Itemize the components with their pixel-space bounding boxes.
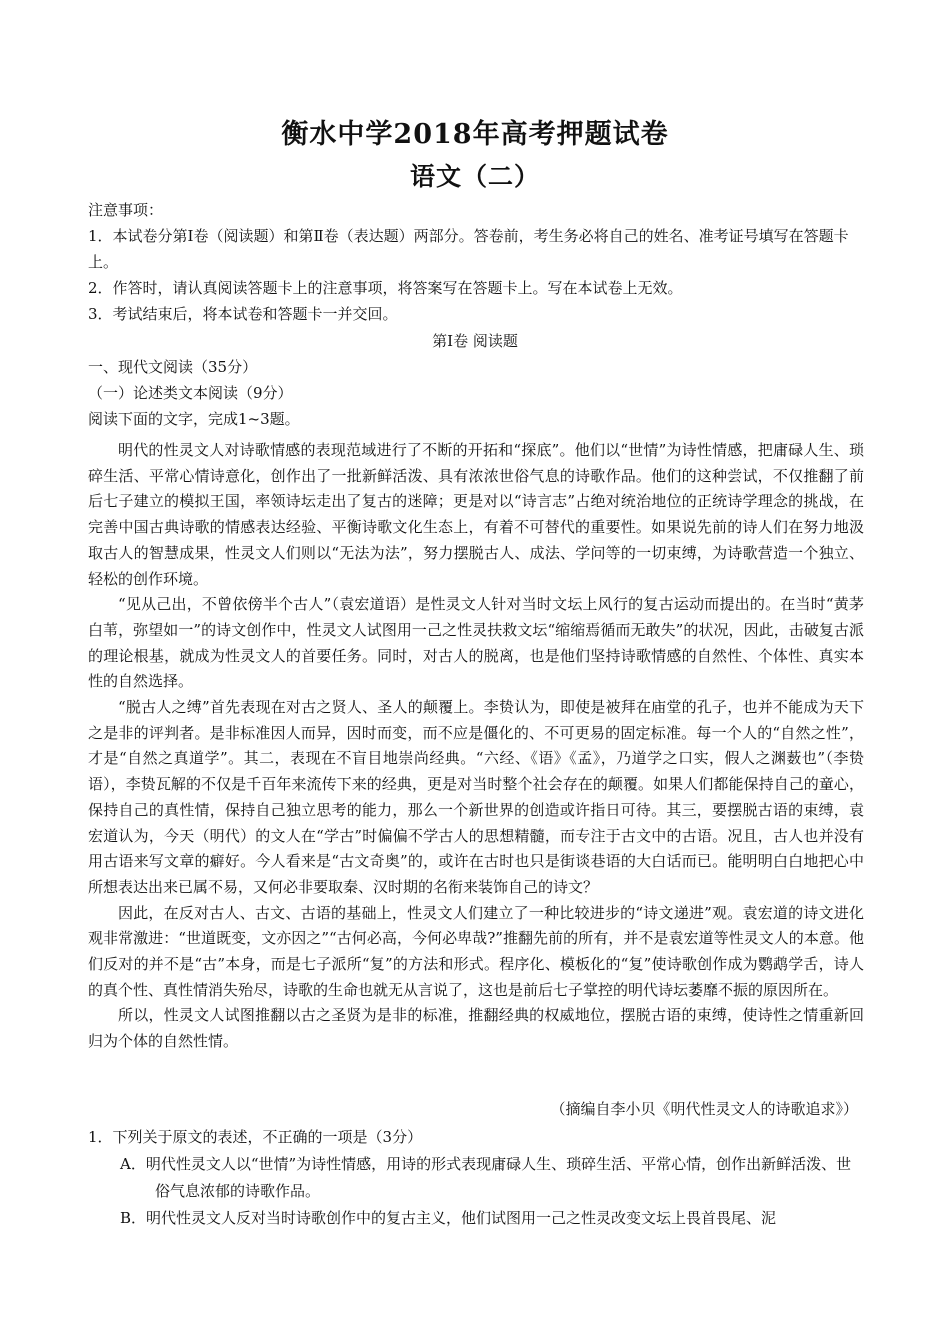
question-options (120, 1151, 864, 1232)
note-item: 2．作答时，请认真阅读答题卡上的注意事项，将答案写在答题卡上。写在本试卷上无效。 (88, 279, 683, 297)
question-option-b: B．明代性灵文人反对当时诗歌创作中的复古主义，他们试图用一己之性灵改变文坛上畏首畏尾、泥 (120, 1209, 777, 1227)
question-stem: 1．下列关于原文的表述，不正确的一项是（3分） (88, 1128, 423, 1146)
notes-section (88, 197, 864, 327)
exam-title: 衡水中学2018年高考押题试卷 (281, 119, 669, 150)
section-instruction: 阅读下面的文字，完成1~3题。 (88, 410, 300, 428)
exam-subtitle: 语文（二） (409, 162, 540, 191)
notes-heading: 注意事项： (88, 201, 164, 219)
passage-paragraph: “脱古人之缚”首先表现在对古之贤人、圣人的颠覆上。李贽认为，即使是被拜在庙堂的孔子，也并不能成为天下之是非的评判者。是非标准因人而异，因时而变，而不应是僵化的、不可更易的固定标准。每一个人的“自然之性”，才是“自然之真道学”。其二，表现在不盲目地崇尚经典。“六经、《语》《孟》，乃道学之口实，假人之渊薮也”（李贽语），李贽瓦解的不仅是千百年来流传下来的经典，更是对当时整个社会存在的颠覆。如果人们都能保持自己的童心，保持自己的真性情，保持自己独立思考的能力，那么一个新世界的创造或许指日可待。其三，要摆脱古语的束缚，袁宏道认为，今天（明代）的文人在“学古”时偏偏不学古人的思想精髓，而专注于古文中的古语。况且，古人也并没有用古语来写文章的癖好。今人看来是“古文奇奥”的，或许在古时也只是街谈巷语的大白话而已。能明明白白地把心中所想表达出来已属不易，又何必非要取秦、汉时期的名衔来装饰自己的诗文？ (88, 698, 864, 896)
passage-paragraph: 因此，在反对古人、古文、古语的基础上，性灵文人们建立了一种比较进步的“诗文递进”观。袁宏道的诗文进化观非常激进：“世道既变，文亦因之”“古何必高，今何必卑哉?”推翻先前的所有，并不是袁宏道等性灵文人的本意。他们反对的并不是“古”本身，而是七子派所“复”的方法和形式。程序化、模板化的“复”使诗歌创作成为鹦鹉学舌，诗人的真个性、真性情消失殆尽，诗歌的生命也就无从言说了，这也是前后七子掌控的明代诗坛萎靡不振的原因所在。 (88, 903, 864, 999)
passage-paragraph: 所以，性灵文人试图推翻以古之圣贤为是非的标准，推翻经典的权威地位，摆脱古语的束缚，使诗性之情重新回归为个体的自然性情。 (88, 1006, 864, 1051)
note-item: 3．考试结束后，将本试卷和答题卡一并交回。 (88, 305, 398, 323)
note-item: 1．本试卷分第Ⅰ卷（阅读题）和第Ⅱ卷（表达题）两部分。答卷前，考生务必将自己的姓名、准考证号填写在答题卡上。 (88, 227, 849, 271)
part-title: 第Ⅰ卷 阅读题 (432, 332, 518, 350)
section-headings (88, 354, 864, 432)
question-1 (88, 1124, 864, 1232)
section-heading: 一、现代文阅读（35分） (88, 358, 258, 376)
passage-source: （摘编自李小贝《明代性灵文人的诗歌追求》） (550, 1100, 858, 1118)
reading-passage (88, 438, 864, 1055)
section-sub-heading: （一）论述类文本阅读（9分） (88, 384, 293, 402)
passage-paragraph: “见从己出，不曾依傍半个古人”（袁宏道语）是性灵文人针对当时文坛上风行的复古运动而提出的。在当时“黄茅白苇，弥望如一”的诗文创作中，性灵文人试图用一己之性灵扶救文坛“缩缩焉循而无敢失”的状况，因此，击破复古派的理论根基，就成为性灵文人的首要任务。同时，对古人的脱离，也是他们坚持诗歌情感的自然性、个体性、真实本性的自然选择。 (88, 595, 864, 691)
passage-paragraph: 明代的性灵文人对诗歌情感的表现范域进行了不断的开拓和“探底”。他们以“世情”为诗性情感，把庸碌人生、琐碎生活、平常心情诗意化，创作出了一批新鲜活泼、具有浓浓世俗气息的诗歌作品。他们的这种尝试，不仅推翻了前后七子建立的模拟王国，率领诗坛走出了复古的迷障；更是对以“诗言志”占绝对统治地位的正统诗学理念的挑战，在完善中国古典诗歌的情感表达经验、平衡诗歌文化生态上，有着不可替代的重要性。如果说先前的诗人们在努力地汲取古人的智慧成果，性灵文人们则以“无法为法”，努力摆脱古人、成法、学问等的一切束缚，为诗歌营造一个独立、轻松的创作环境。 (88, 441, 864, 588)
question-option-a: A．明代性灵文人以“世情”为诗性情感，用诗的形式表现庸碌人生、琐碎生活、平常心情，创作出新鲜活泼、世俗气息浓郁的诗歌作品。 (120, 1155, 852, 1200)
